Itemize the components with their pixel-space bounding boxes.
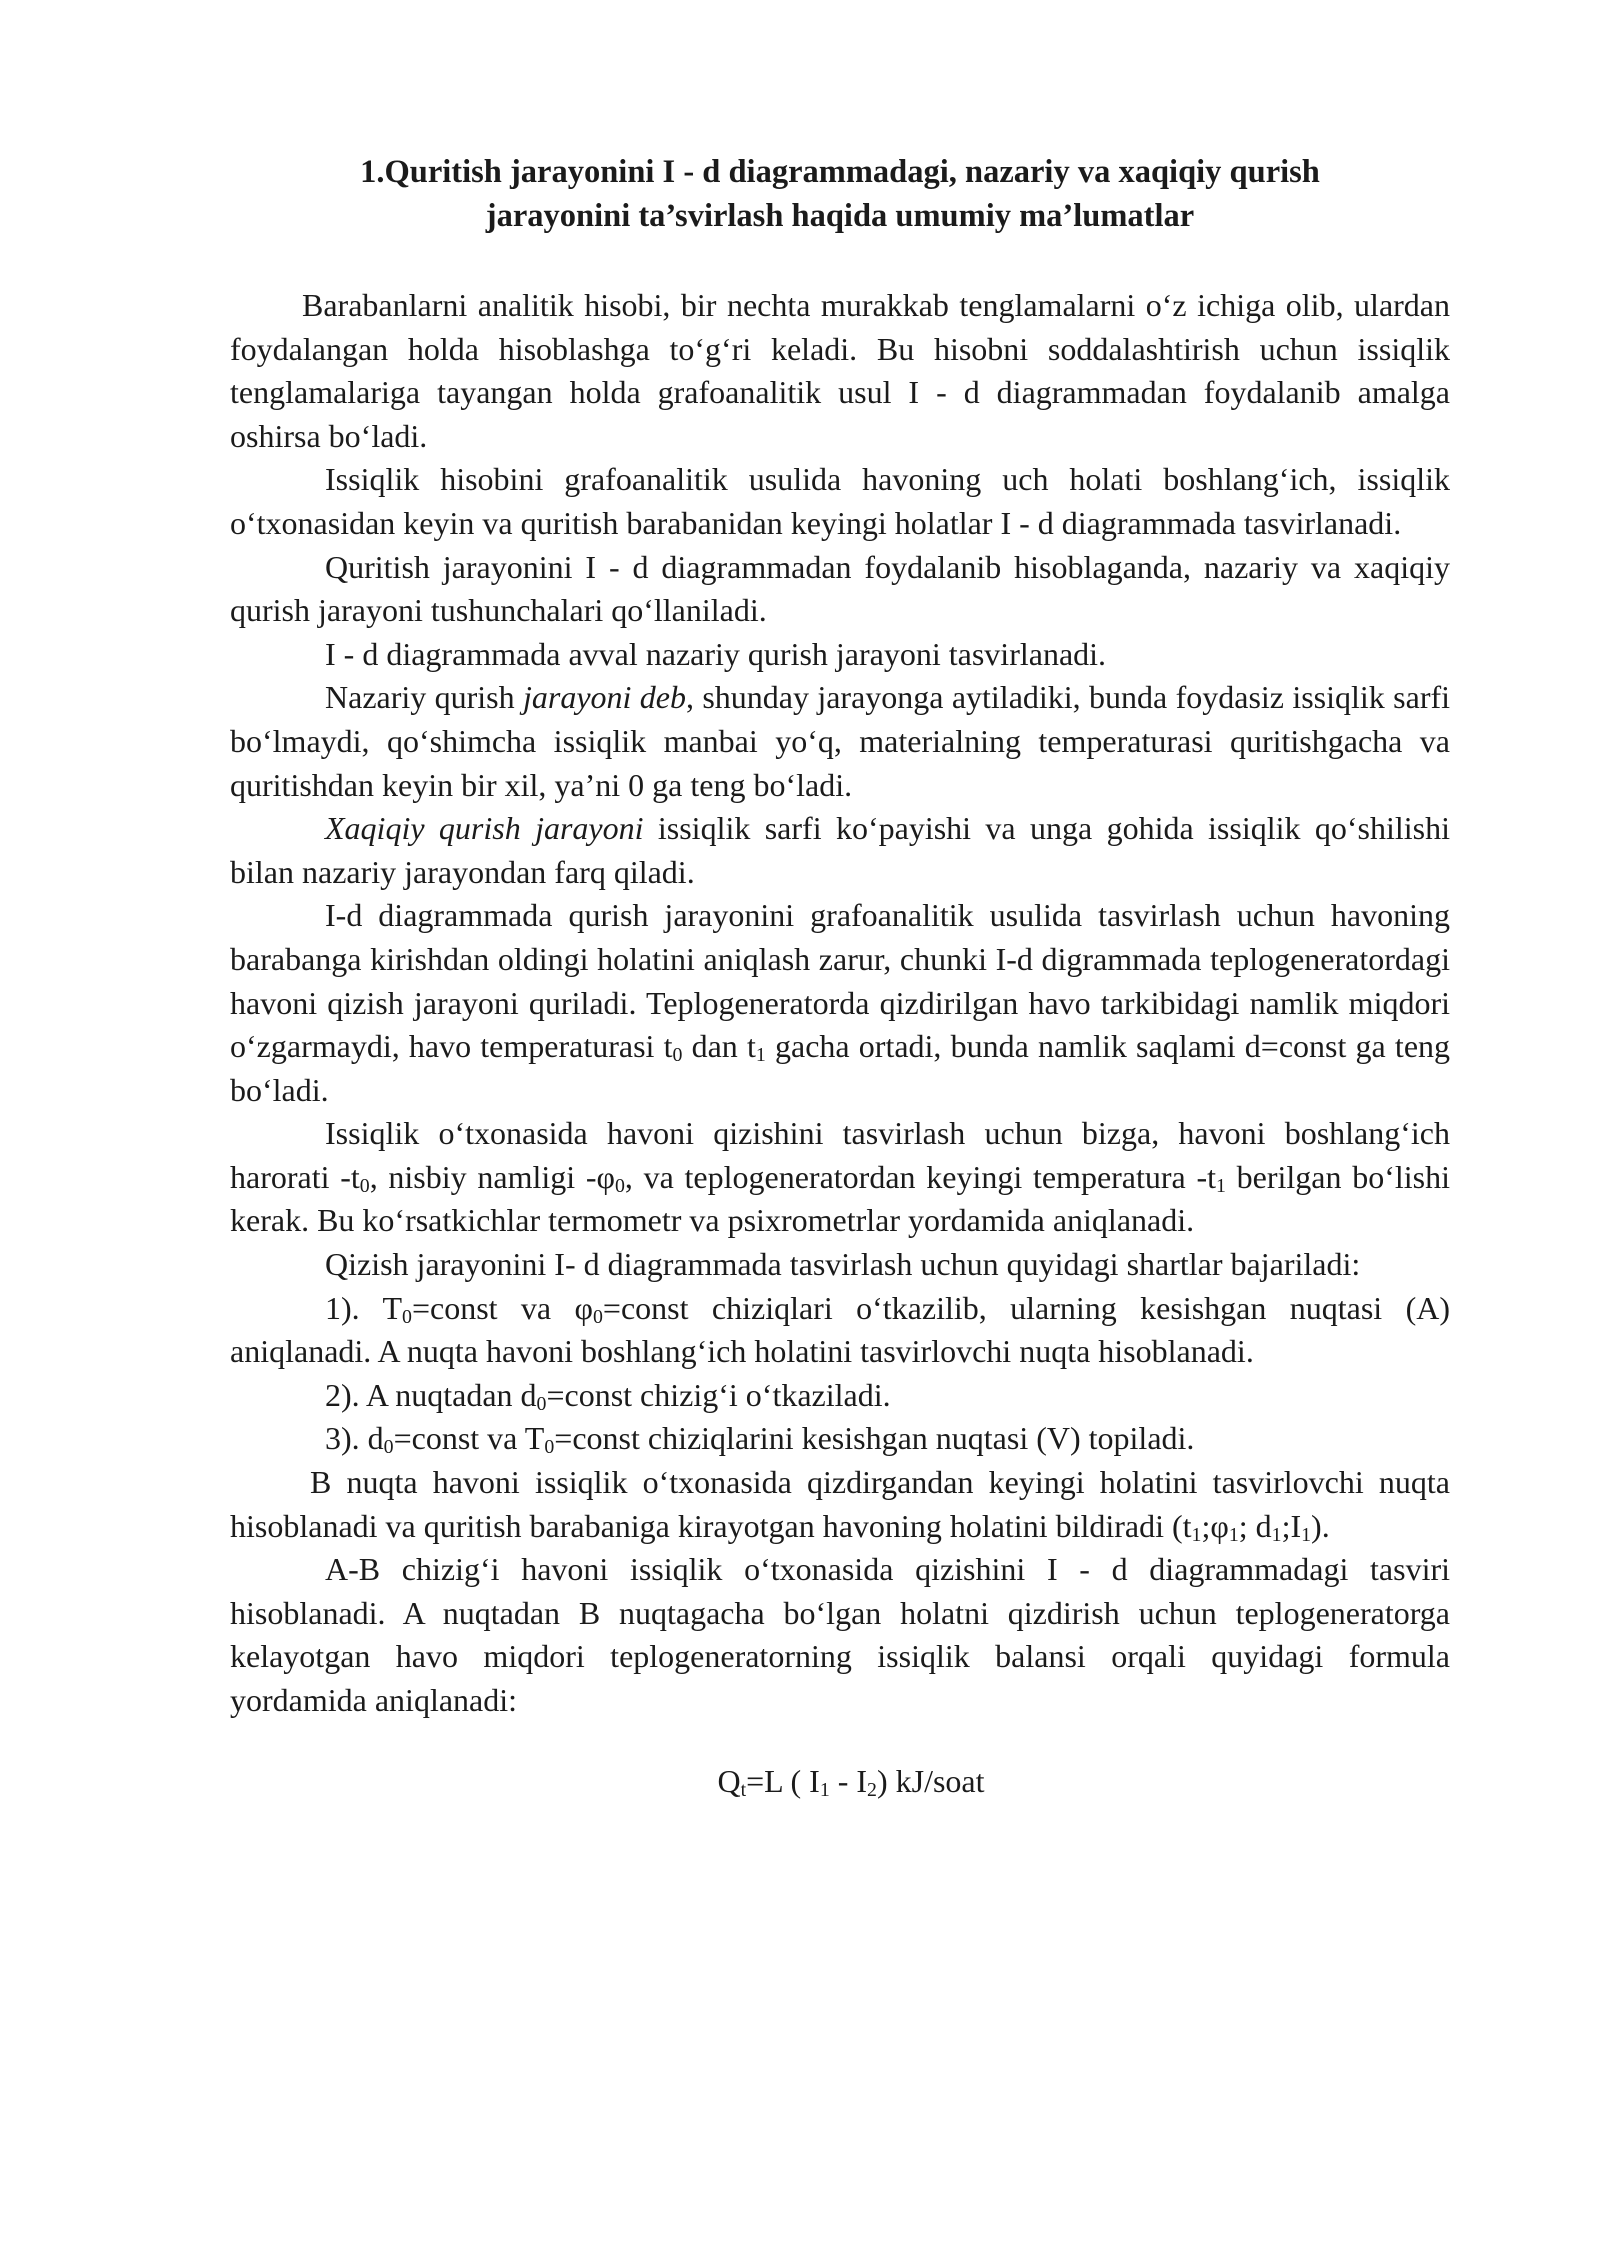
subscript: 0 [383, 1436, 394, 1459]
text: 1). T [325, 1289, 403, 1326]
step-1 [230, 1287, 1450, 1374]
document-body [230, 284, 1450, 1803]
subscript: 0 [402, 1305, 412, 1328]
subscript: t [740, 1778, 747, 1801]
text: Q [717, 1762, 741, 1799]
text: , nisbiy namligi -φ [369, 1158, 615, 1195]
text: - I [829, 1762, 868, 1799]
text: gacha ortadi, bunda namlik saqlami d=const ga teng bo‘ladi. [230, 1028, 1451, 1108]
title-line-1: 1.Quritish jarayonini I - d diagrammadagi, nazariy va xaqiqiy qurish [360, 154, 1320, 190]
text: Nazariy qurish [325, 679, 523, 716]
paragraph-1: Barabanlarni analitik hisobi, bir nechta murakkab tenglamalarni o‘z ichiga olib, ulardan foydalangan holda hisoblashga to‘g‘ri keladi. Bu hisobni soddalashtirish uchun issiqlik tenglamalariga tayangan holda grafoanalitik usul I - d diagrammadan foydalanib amalga oshirsa bo‘ladi. [230, 287, 1450, 454]
paragraph-14: A-B chizig‘i havoni issiqlik o‘txonasida qizishini I - d diagrammadagi tasviri hisoblanadi. A nuqtadan B nuqtagacha bo‘lgan holatni qizdirish uchun teplogeneratorga kelayotgan havo miqdori teplogeneratorning issiqlik balansi orqali quyidagi formula yordamida aniqlanadi: [230, 1551, 1450, 1718]
subscript: 1 [819, 1778, 830, 1801]
subscript: 0 [672, 1044, 683, 1067]
title-line-2: jarayonini ta’svirlash haqida umumiy ma’lumatlar [485, 198, 1195, 234]
subscript: 0 [592, 1305, 603, 1328]
paragraph-9: Qizish jarayonini I- d diagrammada tasvirlash uchun quyidagi shartlar bajariladi: [325, 1246, 1361, 1283]
text: ; d [1238, 1507, 1272, 1544]
paragraph-7 [230, 894, 1450, 1112]
subscript: 1 [755, 1044, 766, 1067]
text: Issiqlik o‘txonasida havoni qizishini tasvirlash uchun bizga, havoni boshlang‘ich harorati -t [230, 1115, 1450, 1195]
text: , va teplogeneratordan keyingi temperatura -t [624, 1158, 1217, 1195]
text: berilgan bo‘lishi kerak. Bu ko‘rsatkichlar termometr va psixrometrlar yordamida aniqlanadi. [230, 1158, 1450, 1239]
text: =const va T [393, 1420, 545, 1457]
subscript: 0 [614, 1174, 625, 1197]
paragraph-8 [230, 1112, 1450, 1243]
text: I-d diagrammada qurish jarayonini grafoanalitik usulida tasvirlash uchun havoning barabanga kirishdan oldingi holatini aniqlash zarur, chunki I-d digrammada teplogeneratordagi havoni qizish jarayoni quriladi. Teplogeneratorda qizdirilgan havo tarkibidagi namlik miqdori o‘zgarmaydi, havo temperaturasi t [230, 897, 1450, 1065]
text: =const chiziqlarini kesishgan nuqtasi (V) topiladi. [554, 1420, 1195, 1457]
text: issiqlik sarfi ko‘payishi va unga gohida issiqlik qo‘shilishi bilan nazariy jarayondan farq qiladi. [230, 810, 1451, 890]
text: =L ( I [746, 1762, 820, 1799]
text: B nuqta havoni issiqlik o‘txonasida qizdirgandan keyingi holatini tasvirlovchi nuqta hisoblanadi va quritish barabaniga kirayotgan havoning holatini bildiradi (t [230, 1464, 1450, 1544]
subscript: 0 [536, 1392, 547, 1415]
text: ). [1311, 1507, 1330, 1544]
text: ;I [1281, 1507, 1302, 1544]
page-title [230, 150, 1450, 238]
formula [230, 1760, 1450, 1804]
subscript: 1 [1228, 1523, 1239, 1546]
step-2 [230, 1374, 1450, 1418]
text: 2). A nuqtadan d [325, 1376, 537, 1413]
paragraph-13 [230, 1461, 1450, 1548]
step-3 [230, 1417, 1450, 1461]
paragraph-5 [230, 676, 1450, 807]
subscript: 0 [544, 1436, 555, 1459]
subscript: 1 [1271, 1523, 1282, 1546]
text: =const va φ [411, 1289, 593, 1326]
subscript: 1 [1191, 1523, 1202, 1546]
paragraph-6 [230, 807, 1450, 894]
subscript: 2 [867, 1778, 877, 1801]
subscript: 1 [1301, 1523, 1312, 1546]
italic-term: jarayoni deb [522, 679, 686, 716]
text: , shunday jarayonga aytiladiki, bunda foydasiz issiqlik sarfi bo‘lmaydi, qo‘shimcha issiqlik manbai yo‘q, materialning temperaturasi quritishgacha va quritishdan keyin bir xil, ya’ni 0 ga teng bo‘ladi. [230, 679, 1451, 803]
document-page [230, 150, 1450, 1803]
subscript: 0 [359, 1174, 370, 1197]
text: dan t [682, 1028, 756, 1065]
text: ) kJ/soat [876, 1762, 985, 1799]
text: =const chiziqlari o‘tkazilib, ularning kesishgan nuqtasi (A) aniqlanadi. A nuqta havoni boshlang‘ich holatini tasvirlovchi nuqta hisoblanadi. [230, 1289, 1450, 1370]
paragraph-3: Quritish jarayonini I - d diagrammadan foydalanib hisoblaganda, nazariy va xaqiqiy qurish jarayoni tushunchalari qo‘llaniladi. [230, 548, 1450, 629]
text: =const chizig‘i o‘tkaziladi. [546, 1376, 891, 1413]
text: ;φ [1201, 1507, 1229, 1544]
text: 3). d [325, 1420, 384, 1457]
paragraph-4: I - d diagrammada avval nazariy qurish jarayoni tasvirlanadi. [325, 635, 1107, 672]
paragraph-2: Issiqlik hisobini grafoanalitik usulida havoning uch holati boshlang‘ich, issiqlik o‘txonasidan keyin va quritish barabanidan keyingi holatlar I - d diagrammada tasvirlanadi. [230, 461, 1450, 541]
italic-term: Xaqiqiy qurish jarayoni [325, 810, 644, 847]
subscript: 1 [1216, 1174, 1226, 1197]
